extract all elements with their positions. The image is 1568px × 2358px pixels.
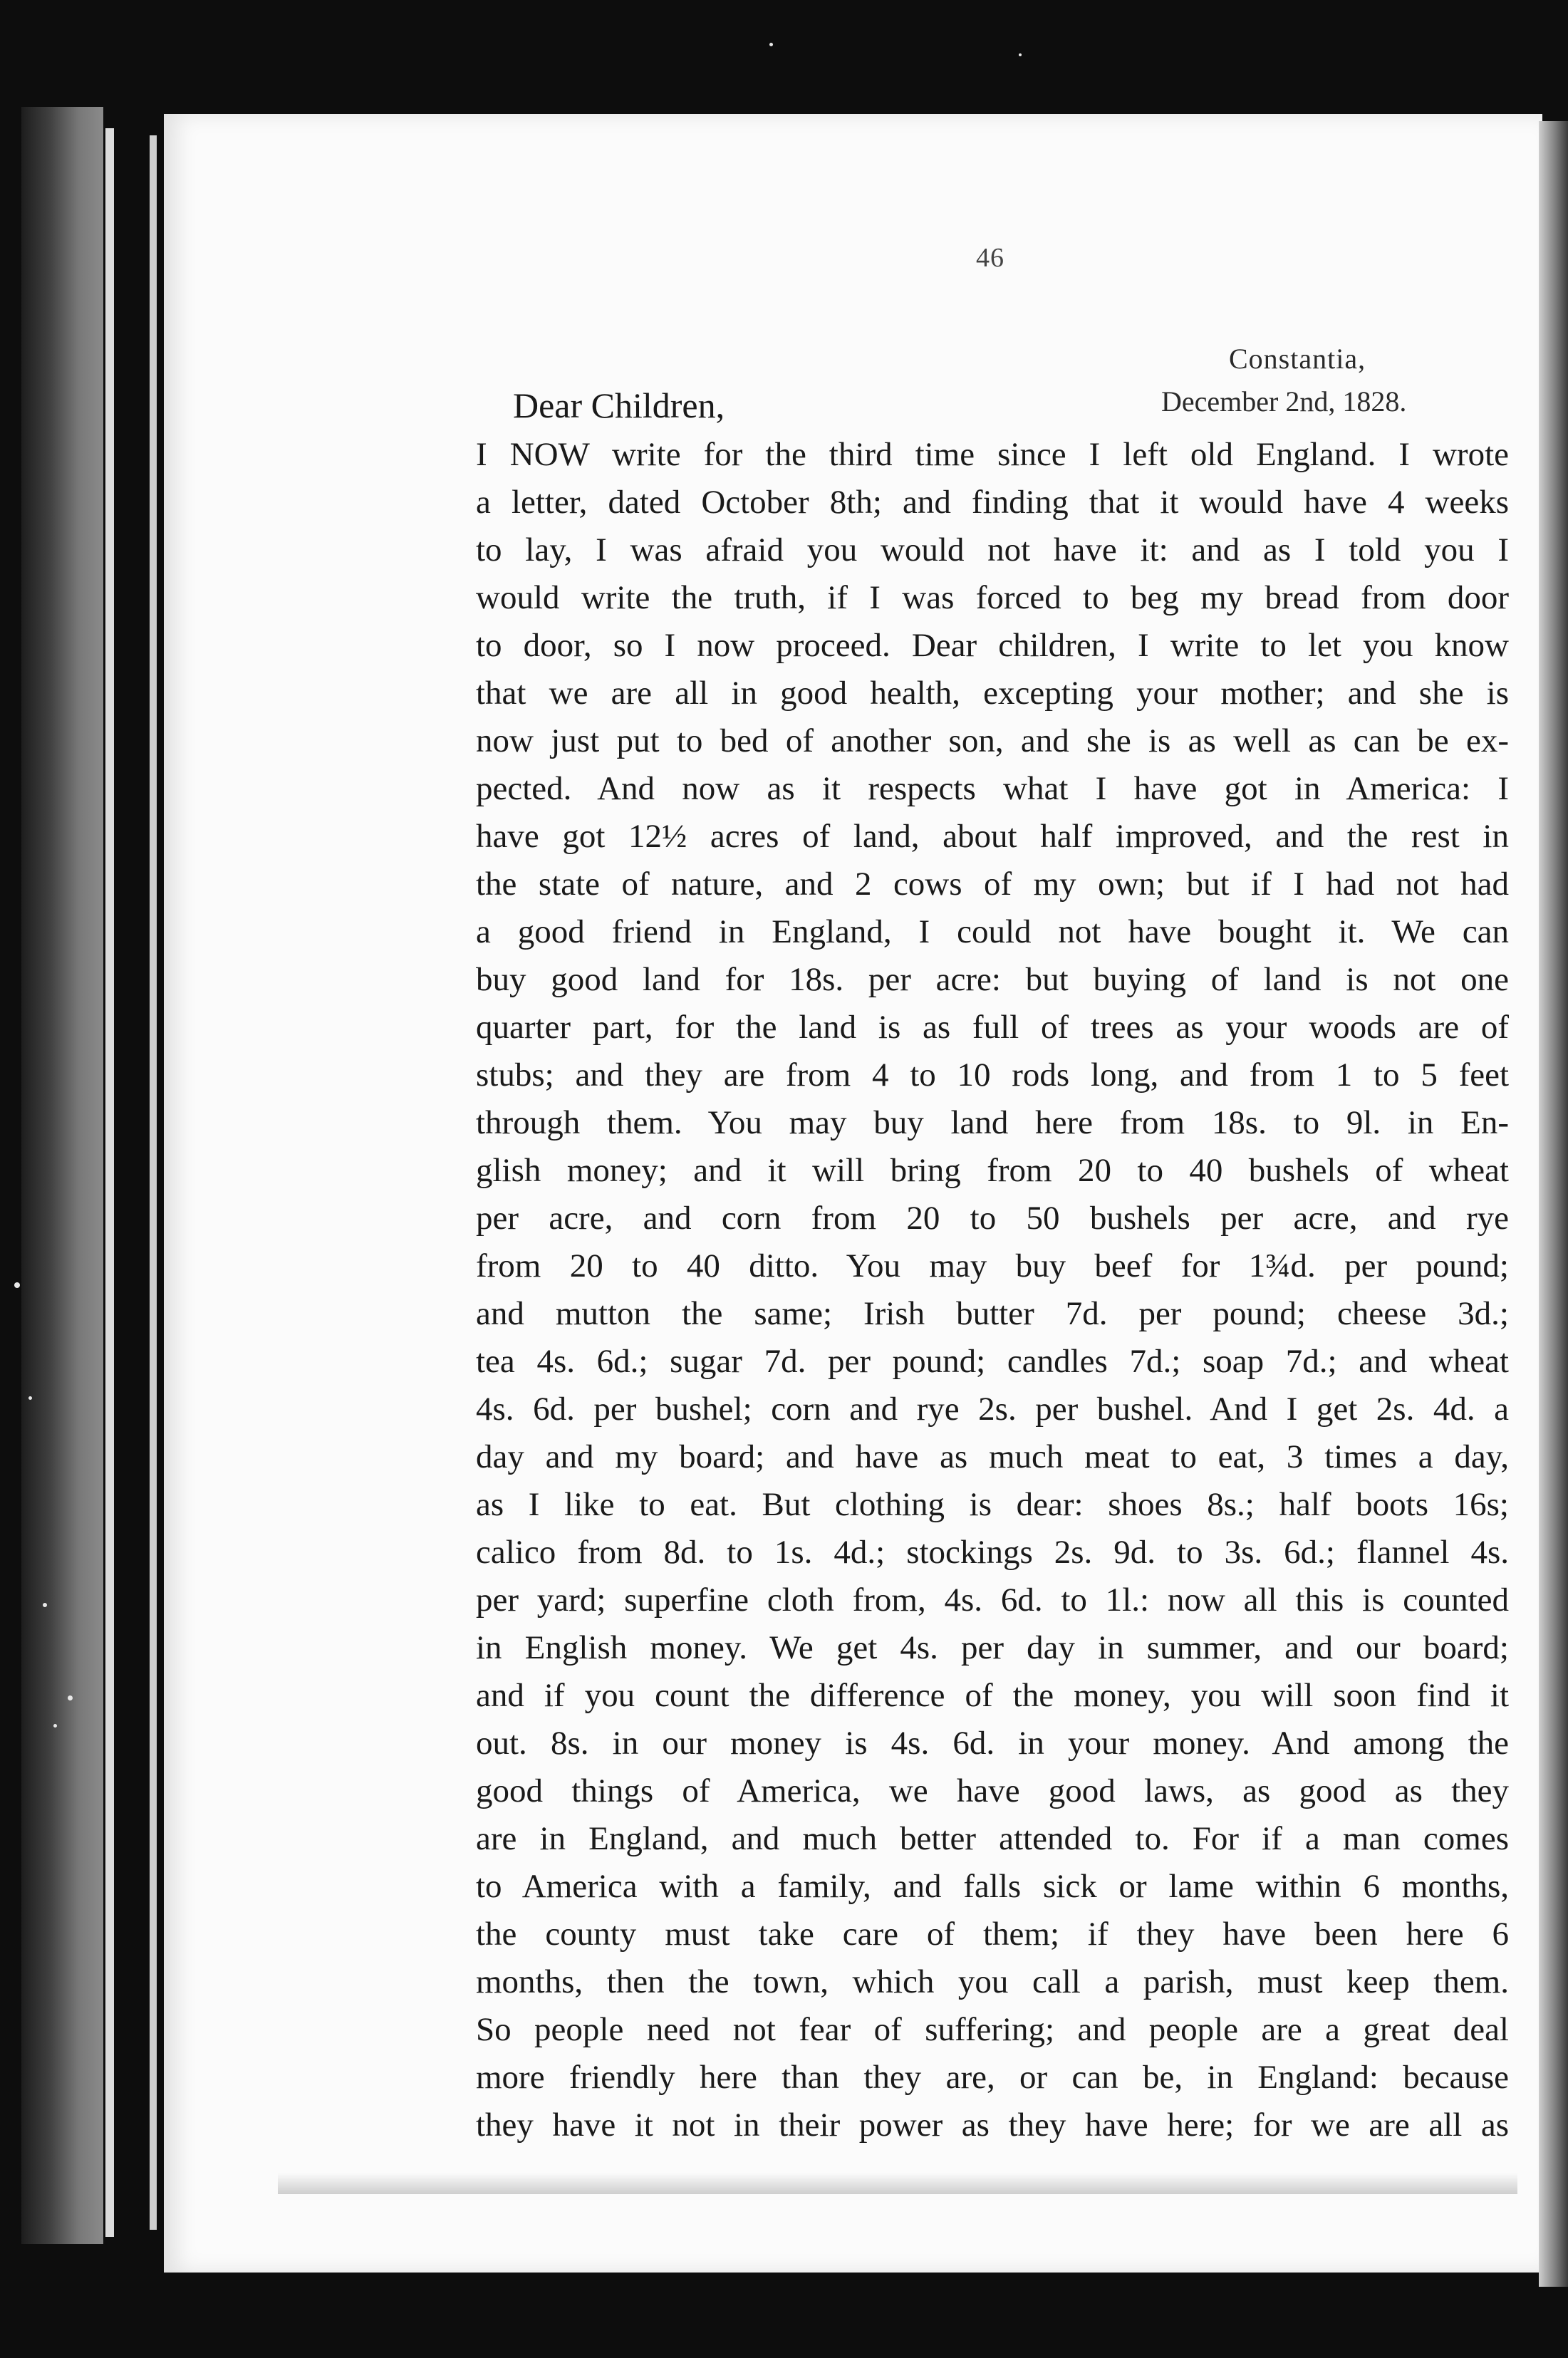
letter-body: [476, 431, 1509, 2149]
dust-speck: [43, 1603, 47, 1607]
spine-edge: [105, 128, 114, 2237]
salutation: Dear Children,: [513, 385, 725, 425]
text-line: from 20 to 40 ditto. You may buy beef for 1¾d. per pound;: [476, 1247, 1509, 1284]
text-line: to lay, I was afraid you would not have it: and as I told you I: [476, 531, 1509, 568]
text-line: good things of America, we have good laws, as good as they: [476, 1772, 1509, 1809]
page-number: 46: [976, 243, 1004, 273]
dust-speck: [769, 43, 773, 46]
text-line: a letter, dated October 8th; and finding that it would have 4 weeks: [476, 484, 1509, 521]
page-right-edge: [1539, 121, 1568, 2287]
text-line: would write the truth, if I was forced to beg my bread from door: [476, 579, 1509, 616]
text-line: through them. You may buy land here from 18s. to 9l. in En-: [476, 1104, 1509, 1141]
text-line: months, then the town, which you call a parish, must keep them.: [476, 1963, 1509, 2000]
page-shadow: [278, 2173, 1517, 2194]
text-line: stubs; and they are from 4 to 10 rods long, and from 1 to 5 feet: [476, 1056, 1509, 1094]
dust-speck: [14, 1282, 20, 1288]
text-line: calico from 8d. to 1s. 4d.; stockings 2s. 9d. to 3s. 6d.; flannel 4s.: [476, 1534, 1509, 1571]
dust-speck: [28, 1396, 32, 1400]
text-line: and if you count the difference of the money, you will soon find it: [476, 1677, 1509, 1714]
text-line: per acre, and corn from 20 to 50 bushels per acre, and rye: [476, 1200, 1509, 1237]
text-line: I NOW write for the third time since I left old England. I wrote: [476, 436, 1509, 473]
text-line: out. 8s. in our money is 4s. 6d. in your money. And among the: [476, 1725, 1509, 1762]
text-line: pected. And now as it respects what I have got in America: I: [476, 770, 1509, 807]
text-line: tea 4s. 6d.; sugar 7d. per pound; candles 7d.; soap 7d.; and wheat: [476, 1343, 1509, 1380]
text-line: as I like to eat. But clothing is dear: shoes 8s.; half boots 16s;: [476, 1486, 1509, 1523]
text-line: the state of nature, and 2 cows of my own; but if I had not had: [476, 866, 1509, 903]
text-line: per yard; superfine cloth from, 4s. 6d. to 1l.: now all this is counted: [476, 1581, 1509, 1619]
text-line: and mutton the same; Irish butter 7d. per pound; cheese 3d.;: [476, 1295, 1509, 1332]
text-line: more friendly here than they are, or can be, in England: because: [476, 2059, 1509, 2096]
text-line: day and my board; and have as much meat to eat, 3 times a day,: [476, 1438, 1509, 1475]
dust-speck: [68, 1695, 73, 1700]
dust-speck: [53, 1724, 57, 1728]
text-line: quarter part, for the land is as full of trees as your woods are of: [476, 1009, 1509, 1046]
book-binding: [21, 107, 103, 2244]
text-line: buy good land for 18s. per acre: but buying of land is not one: [476, 961, 1509, 998]
text-line: in English money. We get 4s. per day in summer, and our board;: [476, 1629, 1509, 1666]
text-line: to America with a family, and falls sick or lame within 6 months,: [476, 1868, 1509, 1905]
text-line: to door, so I now proceed. Dear children, I write to let you know: [476, 627, 1509, 664]
dust-speck: [1019, 53, 1022, 56]
text-line: are in England, and much better attended to. For if a man comes: [476, 1820, 1509, 1857]
text-line: a good friend in England, I could not have bought it. We can: [476, 913, 1509, 950]
text-line: glish money; and it will bring from 20 to 40 bushels of wheat: [476, 1152, 1509, 1189]
text-line: that we are all in good health, excepting your mother; and she is: [476, 675, 1509, 712]
text-line: they have it not in their power as they have here; for we are all as: [476, 2107, 1509, 2144]
text-line: now just put to bed of another son, and she is as well as can be ex-: [476, 722, 1509, 759]
text-line: So people need not fear of suffering; and people are a great deal: [476, 2011, 1509, 2048]
text-line: 4s. 6d. per bushel; corn and rye 2s. per bushel. And I get 2s. 4d. a: [476, 1391, 1509, 1428]
letter-date: December 2nd, 1828.: [1161, 385, 1407, 417]
spine-edge: [150, 135, 157, 2230]
letter-place: Constantia,: [1229, 343, 1366, 375]
text-line: have got 12½ acres of land, about half improved, and the rest in: [476, 818, 1509, 855]
text-line: the county must take care of them; if they have been here 6: [476, 1916, 1509, 1953]
